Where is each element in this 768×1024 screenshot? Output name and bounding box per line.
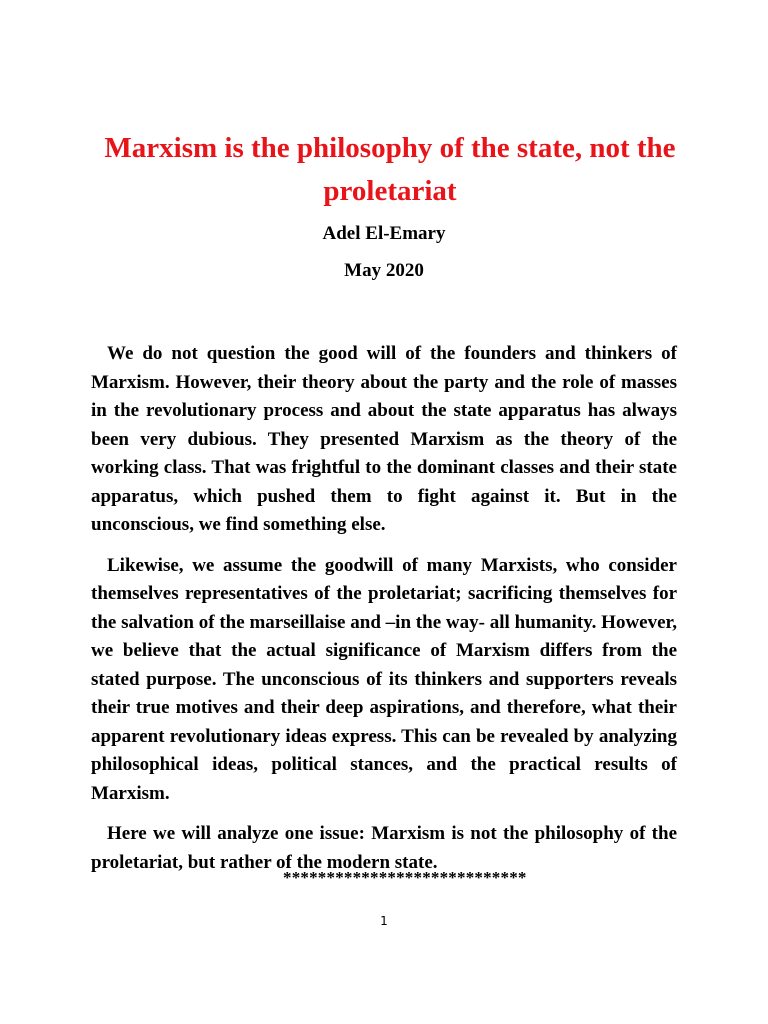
author-name: Adel El-Emary <box>322 223 446 244</box>
page-number: 1 <box>380 914 388 928</box>
section-separator: **************************** <box>283 868 527 887</box>
document-body <box>91 340 677 889</box>
document-title: Marxism is the philosophy of the state, not the proletariat <box>104 132 676 207</box>
publication-date: May 2020 <box>344 260 424 281</box>
paragraph: Likewise, we assume the goodwill of many Marxists, who consider themselves representatives of the proletariat; sacrificing themselves for the salvation of the marseillaise and –in the way- all humanity. However, we believe that the actual significance of Marxism differs from the stated purpose. The unconscious of its thinkers and supporters reveals their true motives and their deep aspirations, and therefore, what their apparent revolutionary ideas express. This can be revealed by analyzing philosophical ideas, political stances, and the practical results of Marxism. <box>91 554 677 804</box>
paragraph: Here we will analyze one issue: Marxism is not the philosophy of the proletariat, but rather of the modern state. <box>91 823 677 873</box>
paragraph: We do not question the good will of the founders and thinkers of Marxism. However, their theory about the party and the role of masses in the revolutionary process and about the state apparatus has always been very dubious. They presented Marxism as the theory of the working class. That was frightful to the dominant classes and their state apparatus, which pushed them to fight against it. But in the unconscious, we find something else. <box>91 343 677 535</box>
